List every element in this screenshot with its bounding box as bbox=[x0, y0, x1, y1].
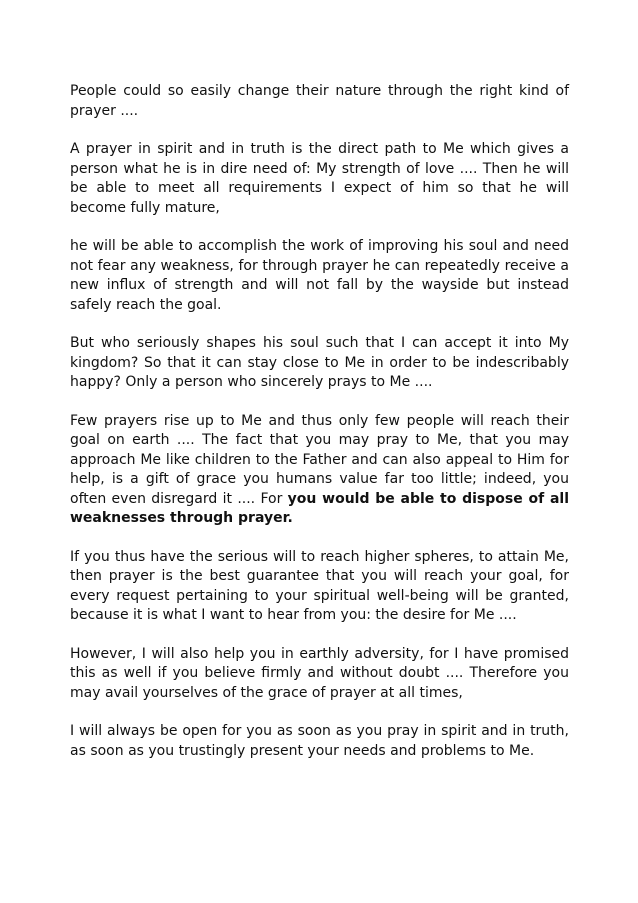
paragraph-text: People could so easily change their nature through the right kind of prayer .... bbox=[70, 83, 569, 119]
paragraph-1 bbox=[70, 82, 569, 121]
paragraph-8 bbox=[70, 722, 569, 761]
body-text bbox=[70, 82, 569, 780]
paragraph-text: If you thus have the serious will to reach higher spheres, to attain Me, then prayer is the best guarantee that you will reach your goal, for every request pertaining to your spiritual well-being will be granted, because it is what I want to hear from you: the desire for Me .... bbox=[70, 548, 569, 623]
paragraph-7 bbox=[70, 645, 569, 704]
paragraph-3 bbox=[70, 237, 569, 315]
paragraph-text: However, I will also help you in earthly adversity, for I have promised this as well if you believe firmly and without doubt .... Therefore you may avail yourselves of the grace of prayer at all times, bbox=[70, 645, 569, 701]
paragraph-text: A prayer in spirit and in truth is the direct path to Me which gives a person what he is in dire need of: My strength of love .... Then he will be able to meet all requirements I expect of him so that he will become fully mature, bbox=[70, 141, 569, 216]
paragraph-6 bbox=[70, 548, 569, 626]
paragraph-2 bbox=[70, 140, 569, 218]
paragraph-text: Few prayers rise up to Me and thus only few people will reach their goal on earth .... The fact that you may pray to Me, that you may approach Me like children to the Father and can also appeal to Him for help, is a gift of grace you humans value far too little; indeed, you often even disregard it .... For bbox=[70, 412, 569, 507]
paragraph-text: But who seriously shapes his soul such that I can accept it into My kingdom? So that it can stay close to Me in order to be indescribably happy? Only a person who sincerely prays to Me .... bbox=[70, 335, 569, 390]
paragraph-4 bbox=[70, 334, 569, 393]
paragraph-text: I will always be open for you as soon as you pray in spirit and in truth, as soon as you trustingly present your needs and problems to Me. bbox=[70, 723, 569, 759]
paragraph-text: he will be able to accomplish the work of improving his soul and need not fear any weakness, for through prayer he can repeatedly receive a new influx of strength and will not fall by the wayside but instead safely reach the goal. bbox=[70, 238, 569, 313]
paragraph-5 bbox=[70, 412, 569, 529]
emphasized-text: you would be able to dispose of all weaknesses through prayer. bbox=[70, 490, 569, 526]
